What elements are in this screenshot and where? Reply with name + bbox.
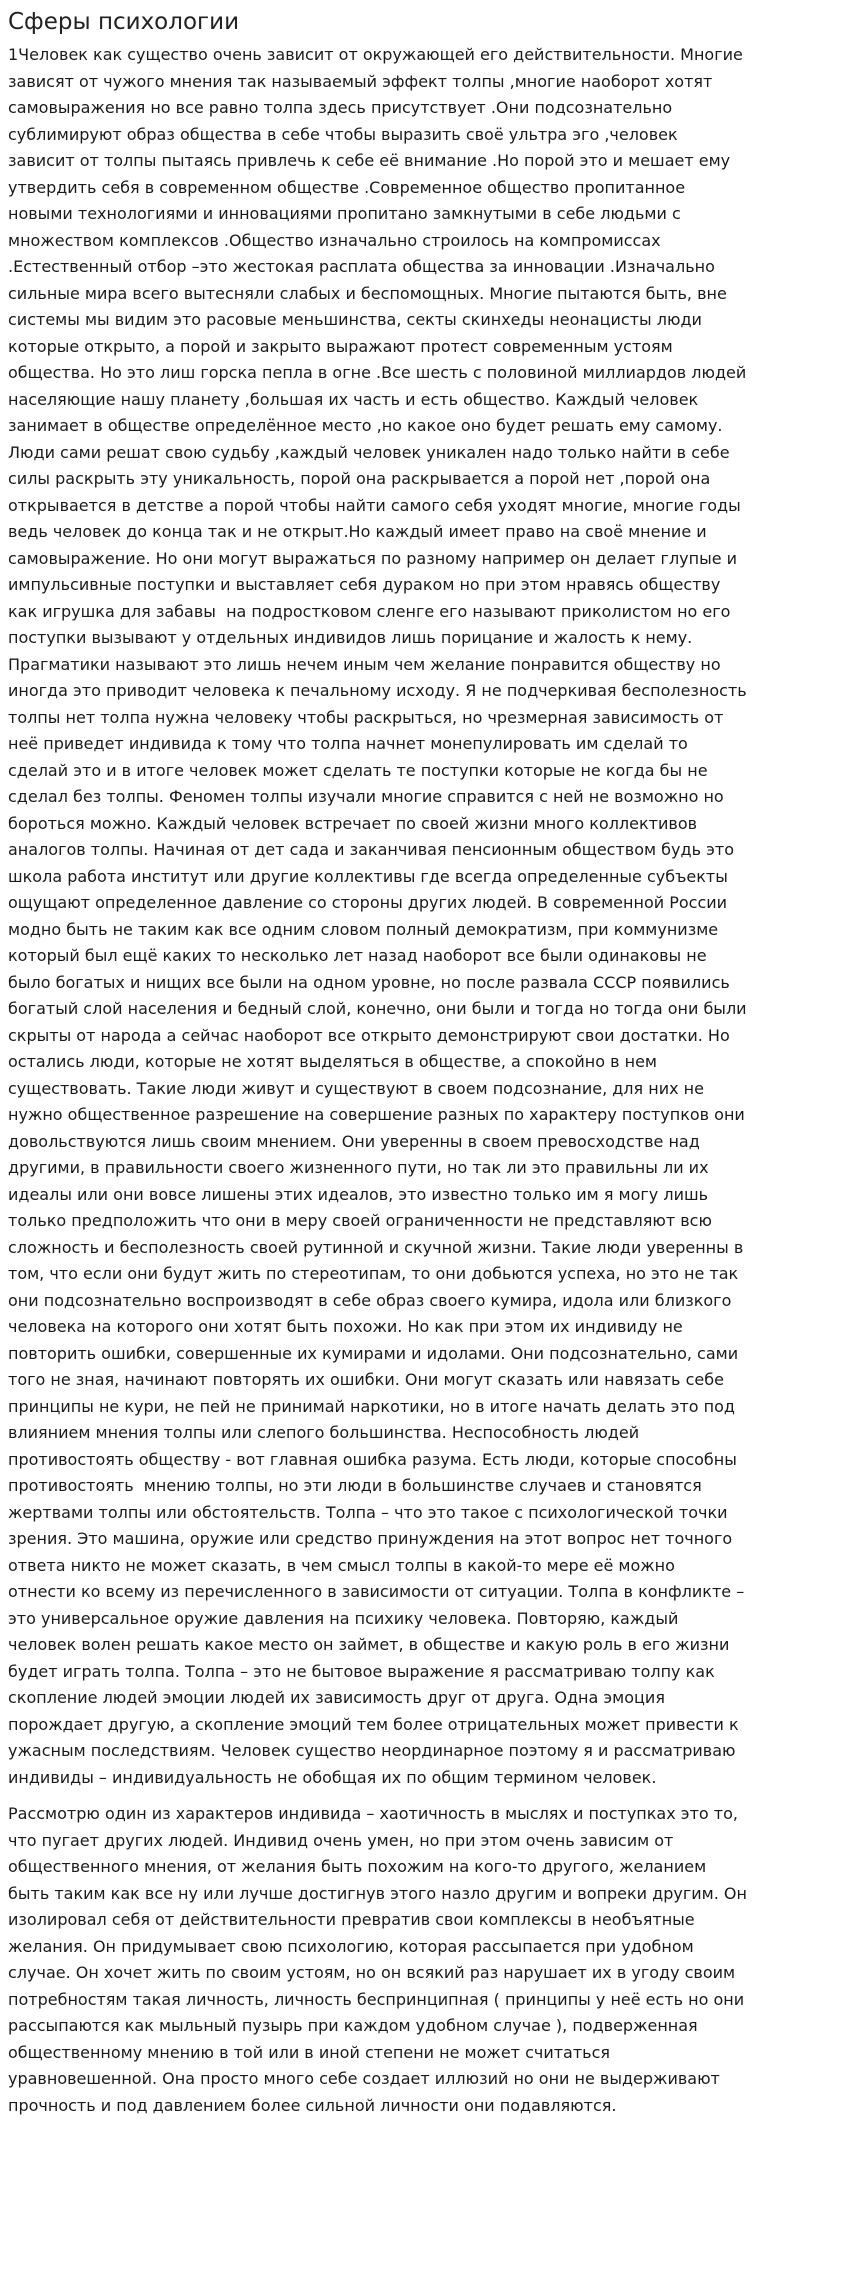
paragraph-2: Рассмотрю один из характеров индивида – хаотичность в мыслях и поступках это то, что пугает других людей. Индивид очень умен, но при этом очень зависим от общественного мнения, от желания быть похожим на кого-то другого, желанием быть таким как все ну или лучше достигнув этого назло другим и вопреки другим. Он изолировал себя от действительности превратив свои комплексы в необъятные желания. Он придумывает свою психологию, которая рассыпается при удобном случае. Он хочет жить по своим устоям, но он всякий раз нарушает их в угоду своим потребностям такая личность, личность беспринципная ( принципы у неё есть но они рассыпаются как мыльный пузырь при каждом удобном случае ), подверженная общественному мнению в той или в иной степени не может считаться уравновешенной. Она просто много себе создает иллюзий но они не выдерживают прочность и под давлением более сильной личности они подавляются. xyxy=(8,1804,747,2115)
paragraph-1: 1Человек как существо очень зависит от окружающей его действительности. Многие зависят от чужого мнения так называемый эффект толпы ,многие наоборот хотят самовыражения но все равно толпа здесь присутствует .Они подсознательно сублимируют образ общества в себе чтобы выразить своё ультра эго ,человек зависит от толпы пытаясь привлечь к себе её внимание .Но порой это и мешает ему утвердить себя в современном обществе .Современное общество пропитанное новыми технологиями и инновациями пропитано замкнутыми в себе людьми с множеством комплексов .Общество изначально строилось на компромиссах .Естественный отбор –это жестокая расплата общества за инновации .Изначально сильные мира всего вытесняли слабых и беспомощных. Многие пытаются быть, вне системы мы видим это расовые меньшинства, секты скинхеды неонацисты люди которые открыто, а порой и закрыто выражают протест современным устоям общества. Но это лиш горска пепла в огне .Все шесть с половиной миллиардов людей населяющие нашу планету ,большая их часть и есть общество. Каждый человек занимает в обществе определённое место ,но какое оно будет решать ему самому. Люди сами решат свою судьбу ,каждый человек уникален надо только найти в себе силы раскрыть эту уникальность, порой она раскрывается а порой нет ,порой она открывается в детстве а порой чтобы найти самого себя уходят многие, многие годы ведь человек до конца так и не открыт.Но каждый имеет право на своё мнение и самовыражение. Но они могут выражаться по разному например он делает глупые и импульсивные поступки и выставляет себя дураком но при этом нравясь обществу как игрушка для забавы на подростковом сленге его называют приколистом но его поступки вызывают у отдельных индивидов лишь порицание и жалость к нему. Прагматики называют это лишь нечем иным чем желание понравится обществу но иногда это приводит человека к печальному исходу. Я не подчеркивая бесполезность толпы нет толпа нужна человеку чтобы раскрыться, но чрезмерная зависимость от неё приведет индивида к тому что толпа начнет монепулировать им сделай то сделай это и в итоге человек может сделать те поступки которые не когда бы не сделал без толпы. Феномен толпы изучали многие справится с ней не возможно но бороться можно. Каждый человек встречает по своей жизни много коллективов аналогов толпы. Начиная от дет сада и заканчивая пенсионным обществом будь это школа работа институт или другие коллективы где всегда определенные субъекты ощущают определенное давление со стороны других людей. В современной России модно быть не таким как все одним словом полный демократизм, при коммунизме который был ещё каких то несколько лет назад наоборот все были одинаковы не было богатых и нищих все были на одном уровне, но после развала СССР появились богатый слой населения и бедный слой, конечно, они были и тогда но тогда они были скрыты от народа а сейчас наоборот все открыто демонстрируют свои достатки. Но остались люди, которые не хотят выделяться в обществе, а спокойно в нем существовать. Такие люди живут и существуют в своем подсознание, для них не нужно общественное разрешение на совершение разных по характеру поступков они довольствуются лишь своим мнением. Они уверенны в своем превосходстве над другими, в правильности своего жизненного пути, но так ли это правильны ли их идеалы или они вовсе лишены этих идеалов, это известно только им я могу лишь только предположить что они в меру своей ограниченности не представляют всю сложность и бесполезность своей рутинной и скучной жизни. Такие люди уверенны в том, что если они будут жить по стереотипам, то они добьются успеха, но это не так они подсознательно воспроизводят в себе образ своего кумира, идола или близкого человека на которого они хотят быть похожи. Но как при этом их индивиду не повторить ошибки, совершенные их кумирами и идолами. Они подсознательно, сами того не зная, начинают повторять их ошибки. Они могут сказать или навязать себе принципы не кури, не пей не принимай наркотики, но в итоге начать делать это под влиянием мнения толпы или слепого большинства. Неспособность людей противостоять обществу - вот главная ошибка разума. Есть люди, которые способны противостоять мнению толпы, но эти люди в большинстве случаев и становятся жертвами толпы или обстоятельств. Толпа – что это такое с психологической точки зрения. Это машина, оружие или средство принуждения на этот вопрос нет точного ответа никто не может сказать, в чем смысл толпы в какой-то мере её можно отнести ко всему из перечисленного в зависимости от ситуации. Толпа в конфликте – это универсальное оружие давления на психику человека. Повторяю, каждый человек волен решать какое место он займет, в обществе и какую роль в его жизни будет играть толпа. Толпа – это не бытовое выражение я рассматриваю толпу как скопление людей эмоции людей их зависимость друг от друга. Одна эмоция порождает другую, а скопление эмоций тем более отрицательных может привести к ужасным последствиям. Человек существо неординарное поэтому я и рассматриваю индивиды – индивидуальность не обобщая их по общим термином человек. xyxy=(8,45,747,1787)
page-title: Сферы психологии xyxy=(8,9,240,35)
paragraph-gap xyxy=(8,1791,839,1801)
